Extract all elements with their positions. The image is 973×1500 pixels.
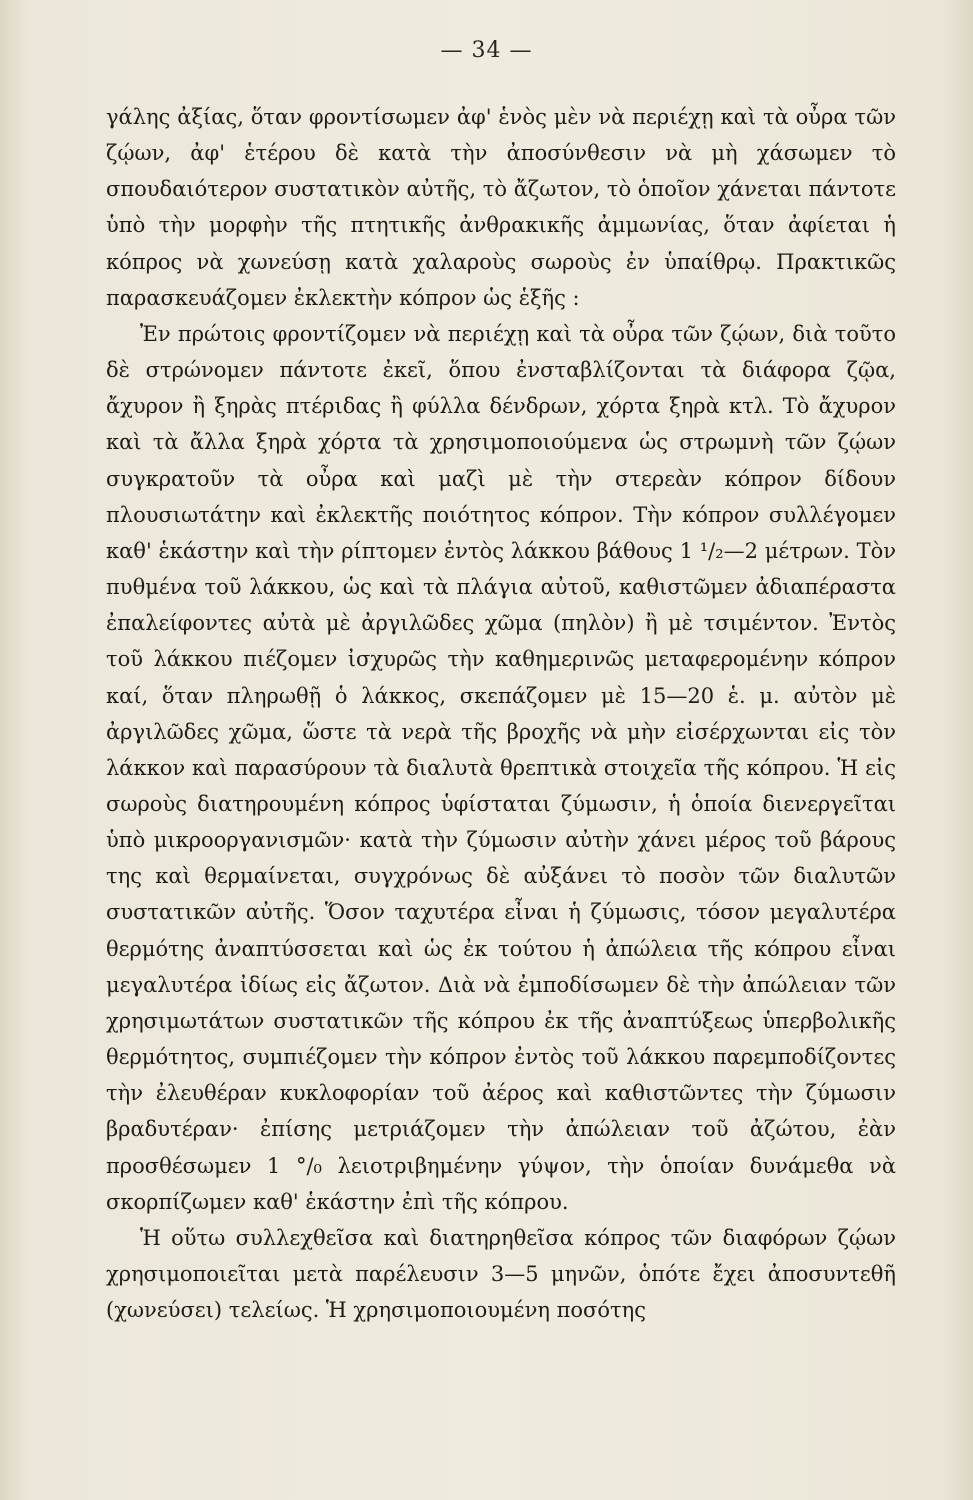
paragraph-2: Ἐν πρώτοις φροντίζομεν νὰ περιέχῃ καὶ τὰ οὖρα τῶν ζῴων, διὰ τοῦτο δὲ στρώνομεν πάντοτε ἐκεῖ, ὅπου ἐνσταβλίζονται τὰ διάφορα ζῷα, ἄχυρον ἢ ξηρὰς πτέριδας ἢ φύλλα δένδρων, χόρτα ξηρὰ κτλ. Τὸ ἄχυρον καὶ τὰ ἄλλα ξηρὰ χόρτα τὰ χρησιμοποιούμενα ὡς στρωμνὴ τῶν ζῴων συγκρατοῦν τὰ οὖρα καὶ μαζὶ μὲ τὴν στερεὰν κόπρον δίδουν πλουσιωτάτην καὶ ἐκλεκτῆς ποιότητος κόπρον. Τὴν κόπρον συλλέγομεν καθ' ἑκάστην καὶ τὴν ρίπτομεν ἐντὸς λάκκου βάθους 1 ¹/₂—2 μέτρων. Τὸν πυθμένα τοῦ λάκκου, ὡς καὶ τὰ πλάγια αὐτοῦ, καθιστῶμεν ἀδιαπέραστα ἐπαλείφοντες αὐτὰ μὲ ἀργιλῶδες χῶμα (πηλὸν) ἢ μὲ τσιμέντον. Ἐντὸς τοῦ λάκκου πιέζομεν ἰσχυρῶς τὴν καθημερινῶς μεταφερομένην κόπρον καί, ὅταν πληρωθῇ ὁ λάκκος, σκεπάζομεν μὲ 15—20 ἑ. μ. αὐτὸν μὲ ἀργιλῶδες χῶμα, ὥστε τὰ νερὰ τῆς βροχῆς νὰ μὴν εἰσέρχωνται εἰς τὸν λάκκον καὶ παρασύρουν τὰ διαλυτὰ θρεπτικὰ στοιχεῖα τῆς κόπρου. Ἡ εἰς σωροὺς διατηρουμένη κόπρος ὑφίσταται ζύμωσιν, ἡ ὁποία διενεργεῖται ὑπὸ μικροοργανισμῶν· κατὰ τὴν ζύμωσιν αὐτὴν χάνει μέρος τοῦ βάρους της καὶ θερμαίνεται, συγχρόνως δὲ αὐξάνει τὸ ποσὸν τῶν διαλυτῶν συστατικῶν αὐτῆς. Ὅσον ταχυτέρα εἶναι ἡ ζύμωσις, τόσον μεγαλυτέρα θερμότης ἀναπτύσσεται καὶ ὡς ἐκ τούτου ἡ ἀπώλεια τῆς κόπρου εἶναι μεγαλυτέρα ἰδίως εἰς ἄζωτον. Διὰ νὰ ἐμποδίσωμεν δὲ τὴν ἀπώλειαν τῶν χρησιμωτάτων συστατικῶν τῆς κόπρου ἐκ τῆς ἀναπτύξεως ὑπερβολικῆς θερμότητος, συμπιέζομεν τὴν κόπρον ἐντὸς τοῦ λάκκου παρεμποδίζοντες τὴν ἐλευθέραν κυκλοφορίαν τοῦ ἀέρος καὶ καθιστῶντες τὴν ζύμωσιν βραδυτέραν· ἐπίσης μετριάζομεν τὴν ἀπώλειαν τοῦ ἀζώτου, ἐὰν προσθέσωμεν 1 °/₀ λειοτριβημένην γύψον, τὴν ὁποίαν δυνάμεθα νὰ σκορπίζωμεν καθ' ἑκάστην ἐπὶ τῆς κόπρου. (106, 321, 896, 1214)
page-number: — 34 — (440, 38, 533, 63)
body-text (106, 99, 896, 1328)
paragraph-1: γάλης ἀξίας, ὅταν φροντίσωμεν ἀφ' ἑνὸς μὲν νὰ περιέχῃ καὶ τὰ οὖρα τῶν ζῴων, ἀφ' ἑτέρου δὲ κατὰ τὴν ἀποσύνθεσιν νὰ μὴ χάσωμεν τὸ σπουδαιότερον συστατικὸν αὐτῆς, τὸ ἄζωτον, τὸ ὁποῖον χάνεται πάντοτε ὑπὸ τὴν μορφὴν τῆς πτητικῆς ἀνθρακικῆς ἀμμωνίας, ὅταν ἀφίεται ἡ κόπρος νὰ χωνεύσῃ κατὰ χαλαροὺς σωροὺς ἐν ὑπαίθρῳ. Πρακτικῶς παρασκευάζομεν ἐκλεκτὴν κόπρον ὡς ἑξῆς : (106, 105, 896, 310)
paragraph-3: Ἡ οὕτω συλλεχθεῖσα καὶ διατηρηθεῖσα κόπρος τῶν διαφόρων ζῴων χρησιμοποιεῖται μετὰ παρέλευσιν 3—5 μηνῶν, ὁπότε ἔχει ἀποσυντεθῆ (χωνεύσει) τελείως. Ἡ χρησιμοποιουμένη ποσότης (106, 1225, 896, 1323)
